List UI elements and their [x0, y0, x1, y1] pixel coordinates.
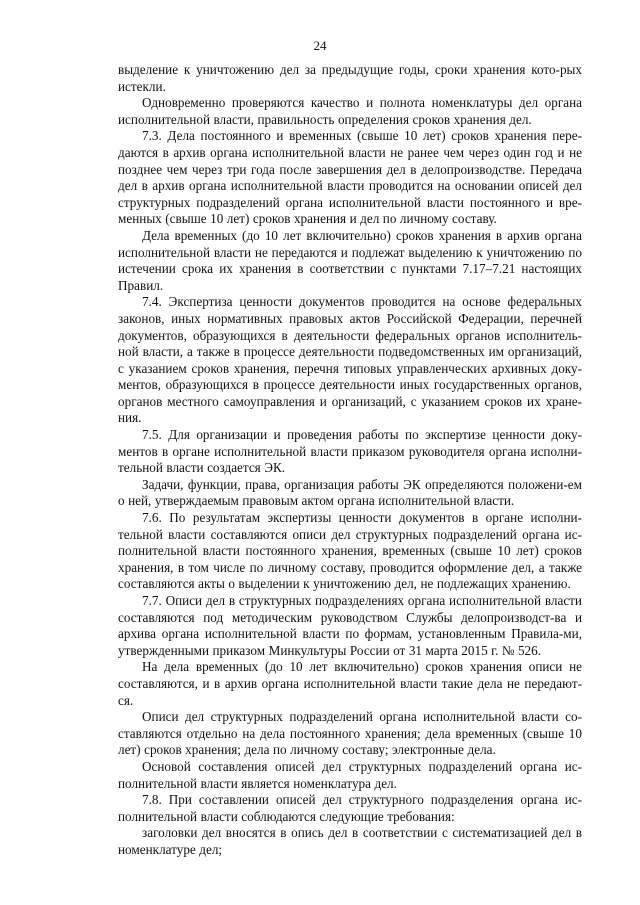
paragraph-no-inventory: На дела временных (до 10 лет включительно) сроков хранения описи не составляются, и в архив органа исполнительной власти такие дела не передают-ся. [118, 659, 582, 708]
paragraph-inventories-separate: Описи дел структурных подразделений органа исполнительной власти со-ставляются отдельно на дела постоянного хранения; дела временных (свыше 10 лет) сроков хранения; дела по личному составу; электронные дела. [118, 709, 582, 758]
paragraph-7-6: 7.6. По результатам экспертизы ценности документов в органе исполни-тельной власти составляются описи дел структурных подразделений органа ис-полнительной власти постоянного хранения, временных (свыше 10 лет) сроков хранения, в том числе по личному составу, проводится оформление дел, а также составляются акты о выделении к уничтожению дел, не подлежащих хранению. [118, 510, 582, 592]
paragraph-nomenclature-basis: Основой составления описей дел структурных подразделений органа ис-полнительной власти является номенклатура дел. [118, 758, 582, 791]
paragraph-7-5: 7.5. Для организации и проведения работы по экспертизе ценности доку-ментов в органе исполнительной власти приказом руководителя органа исполни-тельной власти создается ЭК. [118, 427, 582, 476]
paragraph-temporary-cases: Дела временных (до 10 лет включительно) сроков хранения в архив органа исполнительной власти не передаются и подлежат выделению к уничтожению по истечении срока их хранения в соответствии с пунктами 7.17–7.21 настоящих Правил. [118, 227, 582, 293]
document-body [118, 62, 582, 859]
page-number: 24 [313, 38, 327, 53]
paragraph-1: выделение к уничтожению дел за предыдущие годы, сроки хранения кото-рых истекли. [118, 62, 582, 94]
paragraph-7-4: 7.4. Экспертиза ценности документов проводится на основе федеральных законов, иных нормативных правовых актов Российской Федерации, перечней документов, образующихся в деятельности федеральных органов исполнитель-ной власти, а также в процессе деятельности подведомственных им организаций, с указанием сроков хранения, перечня типовых управленческих архивных доку-ментов, образующихся в процессе деятельности иных государственных органов, органов местного самоуправления и организаций, с указанием сроков их хране-ния. [118, 294, 582, 426]
paragraph-7-3: 7.3. Дела постоянного и временных (свыше 10 лет) сроков хранения пере-даются в архив органа исполнительной власти не ранее чем через один год и не позднее чем через три года после завершения дел в делопроизводстве. Передача дел в архив органа исполнительной власти проводится на основании описей дел структурных подразделений органа исполнительной власти постоянного и вре-менных (свыше 10 лет) сроков хранения и дел по личному составу. [118, 128, 582, 227]
paragraph-requirement-1: заголовки дел вносятся в опись дел в соответствии с систематизацией дел в номенклатуре дел; [118, 825, 582, 857]
paragraph-2: Одновременно проверяются качество и полнота номенклатуры дел органа исполнительной власти, правильность определения сроков хранения дел. [118, 95, 582, 127]
paragraph-7-8: 7.8. При составлении описей дел структурного подразделения органа ис-полнительной власти соблюдаются следующие требования: [118, 792, 582, 824]
paragraph-ek-tasks: Задачи, функции, права, организация работы ЭК определяются положени-ем о ней, утверждаемым правовым актом органа исполнительной власти. [118, 476, 582, 509]
paragraph-7-7: 7.7. Описи дел в структурных подразделениях органа исполнительной власти составляются под методическим руководством Службы делопроизводст-ва и архива органа исполнительной власти по формам, установленным Правила-ми, утвержденными приказом Минкультуры России от 31 марта 2015 г. № 526. [118, 593, 582, 658]
